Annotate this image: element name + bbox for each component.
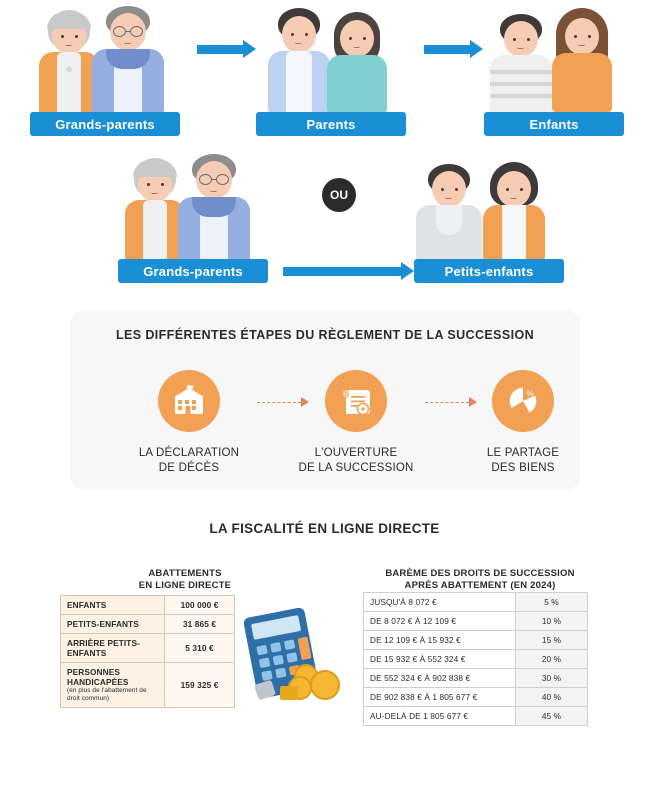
bareme-label-5: DE 902 838 € À 1 805 677 € (364, 688, 516, 707)
arrow-grandparents-to-parents (197, 40, 256, 58)
left-table-title (60, 568, 310, 592)
step-2-line-1: L'OUVERTURE (314, 447, 398, 459)
table-row (364, 612, 588, 631)
abattement-value-3: 159 325 € (165, 663, 235, 708)
figure-group-grandparents-2 (118, 152, 268, 260)
scroll-document-icon (325, 370, 387, 432)
bareme-value-1: 10 % (516, 612, 588, 631)
bareme-label-6: AU-DELÀ DE 1 805 677 € (364, 707, 516, 726)
dotted-arrow-1 (257, 397, 309, 407)
left-table-title-line-2: EN LIGNE DIRECTE (138, 580, 232, 591)
label-grands-parents-2: Grands-parents (118, 259, 268, 283)
arrow-parents-to-enfants (424, 40, 483, 58)
abattements-table (60, 595, 235, 708)
fiscal-section-title: LA FISCALITÉ EN LIGNE DIRECTE (209, 521, 440, 536)
bareme-table (363, 592, 588, 726)
table-row (364, 631, 588, 650)
coin-stack-icon (280, 686, 298, 700)
svg-text:%: % (526, 389, 534, 399)
steps-panel-title: LES DIFFÉRENTES ÉTAPES DU RÈGLEMENT DE LA SUCCESSION (115, 328, 535, 342)
step-1-line-2: DE DÉCÈS (158, 462, 220, 474)
table-row (61, 615, 235, 634)
pie-chart-icon (492, 370, 554, 432)
bareme-value-5: 40 % (516, 688, 588, 707)
figure-group-grandparents-1 (30, 4, 180, 112)
person-mother (324, 12, 390, 112)
table-row (364, 707, 588, 726)
abattement-label-3-sub: (en plus de l'abattement de droit commun) (67, 687, 147, 702)
step-2-line-2: DE LA SUCCESSION (298, 462, 414, 474)
abattement-label-2: ARRIÈRE PETITS-ENFANTS (61, 634, 165, 663)
right-table-title-line-2: APRÈS ABATTEMENT (EN 2024) (404, 580, 556, 591)
label-grands-parents-1: Grands-parents (30, 112, 180, 136)
coin-icon (310, 670, 340, 700)
label-petits-enfants: Petits-enfants (414, 259, 564, 283)
bareme-value-2: 15 % (516, 631, 588, 650)
person-child-girl (548, 8, 620, 112)
abattement-label-3 (61, 663, 165, 708)
or-badge: OU (322, 178, 356, 212)
bareme-value-0: 5 % (516, 593, 588, 612)
table-row (61, 596, 235, 615)
steps-panel (70, 310, 580, 490)
figure-group-parents (262, 4, 406, 112)
person-grandfather-2 (178, 152, 250, 262)
step-ouverture-succession (298, 370, 446, 476)
step-partage-des-biens (486, 370, 598, 476)
abattement-label-3-main: PERSONNES HANDICAPÉES (67, 667, 129, 687)
bareme-label-0: JUSQU'À 8 072 € (364, 593, 516, 612)
person-grandchild-girl (480, 162, 550, 260)
bareme-value-6: 45 % (516, 707, 588, 726)
table-row (364, 650, 588, 669)
abattement-value-2: 5 310 € (165, 634, 235, 663)
step-3-line-1: LE PARTAGE (486, 447, 560, 459)
bareme-label-3: DE 15 932 € À 552 324 € (364, 650, 516, 669)
calculator-coins-illustration (242, 612, 352, 714)
abattement-value-1: 31 865 € (165, 615, 235, 634)
right-table-title (350, 568, 610, 592)
right-table-title-line-1: BARÈME DES DROITS DE SUCCESSION (385, 568, 575, 579)
town-hall-icon (158, 370, 220, 432)
abattement-value-0: 100 000 € (165, 596, 235, 615)
table-row (364, 688, 588, 707)
person-grandchild-boy (414, 164, 484, 260)
step-1-line-1: LA DÉCLARATION (138, 447, 240, 459)
bareme-label-4: DE 552 324 € À 902 838 € (364, 669, 516, 688)
step-3-line-2: DES BIENS (491, 462, 555, 474)
table-row (61, 663, 235, 708)
figure-group-enfants (484, 4, 632, 112)
abattement-label-1: PETITS-ENFANTS (61, 615, 165, 634)
table-row (61, 634, 235, 663)
bareme-value-3: 20 % (516, 650, 588, 669)
dotted-arrow-2 (425, 397, 477, 407)
table-row (364, 669, 588, 688)
bareme-label-1: DE 8 072 € À 12 109 € (364, 612, 516, 631)
person-child-boy (488, 14, 554, 112)
label-parents: Parents (256, 112, 406, 136)
step-declaration-de-deces (138, 370, 269, 476)
bareme-value-4: 30 % (516, 669, 588, 688)
person-grandfather (92, 4, 164, 114)
person-father (266, 8, 332, 112)
abattement-label-0: ENFANTS (61, 596, 165, 615)
label-enfants: Enfants (484, 112, 624, 136)
bareme-label-2: DE 12 109 € À 15 932 € (364, 631, 516, 650)
left-table-title-line-1: ABATTEMENTS (148, 568, 222, 579)
arrow-grandparents-to-petits-enfants (283, 262, 414, 280)
table-row (364, 593, 588, 612)
figure-group-petits-enfants (410, 156, 560, 260)
